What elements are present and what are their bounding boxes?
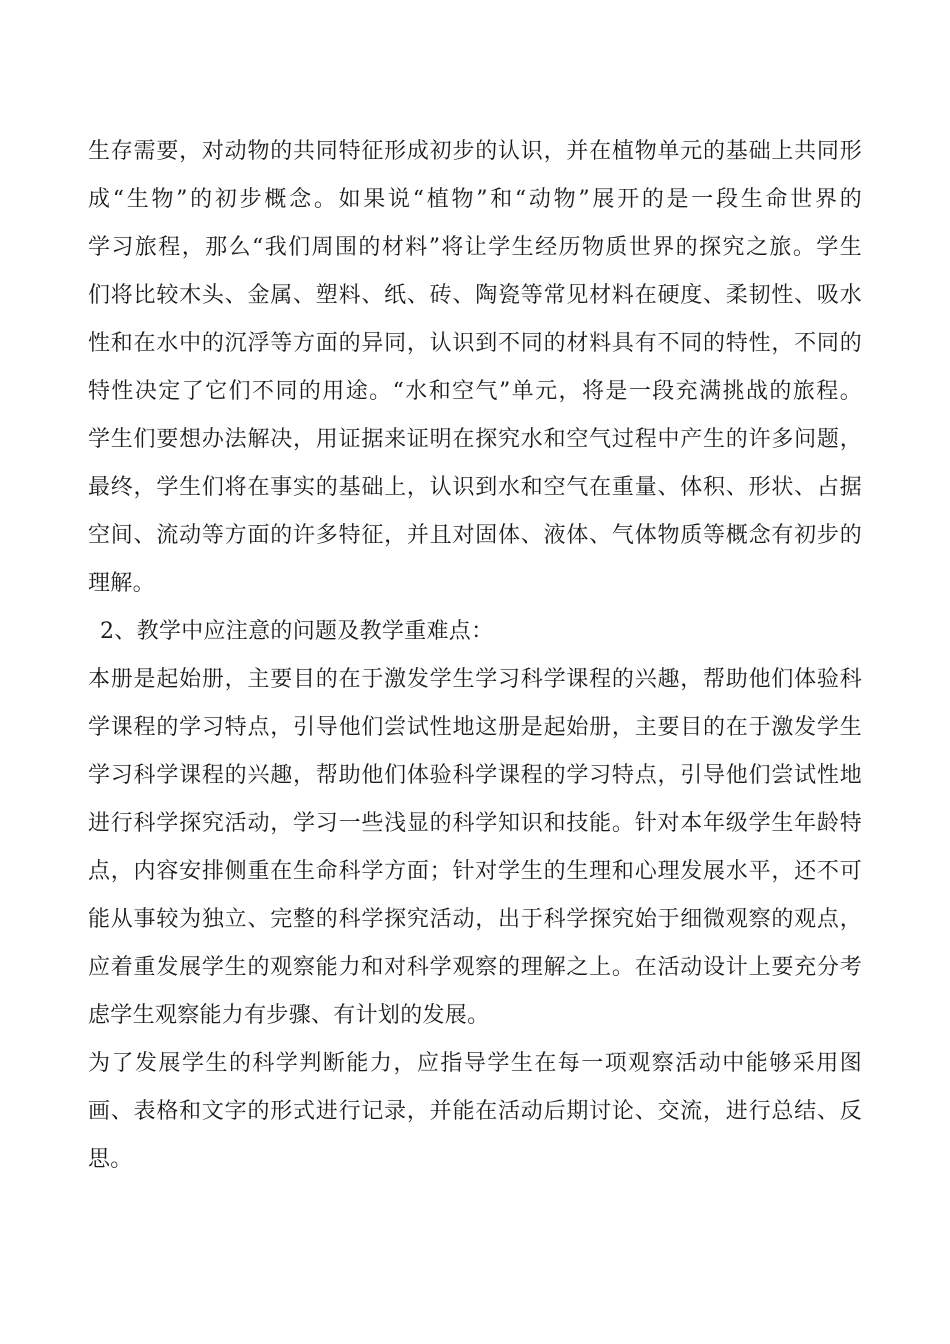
paragraph-line: 思。	[88, 1147, 133, 1172]
paragraph-line: 特性决定了它们不同的用途。“水和空气”单元，将是一段充满挑战的旅程。	[88, 379, 862, 404]
paragraph-line: 进行科学探究活动，学习一些浅显的科学知识和技能。针对本年级学生年龄特	[88, 811, 862, 836]
paragraph-line: 虑学生观察能力有步骤、有计划的发展。	[88, 1003, 490, 1028]
section-heading: 2、教学中应注意的问题及教学重难点：	[100, 619, 494, 644]
paragraph-line: 成“生物”的初步概念。如果说“植物”和“动物”展开的是一段生命世界的	[88, 187, 862, 212]
paragraph-line: 们将比较木头、金属、塑料、纸、砖、陶瓷等常见材料在硬度、柔韧性、吸水	[88, 283, 862, 308]
paragraph-line: 生存需要，对动物的共同特征形成初步的认识，并在植物单元的基础上共同形	[88, 139, 862, 164]
paragraph-line: 点，内容安排侧重在生命科学方面；针对学生的生理和心理发展水平，还不可	[88, 859, 862, 884]
paragraph-line: 应着重发展学生的观察能力和对科学观察的理解之上。在活动设计上要充分考	[88, 955, 862, 980]
paragraph-line: 学生们要想办法解决，用证据来证明在探究水和空气过程中产生的许多问题，	[88, 427, 862, 452]
paragraph-line: 能从事较为独立、完整的科学探究活动，出于科学探究始于细微观察的观点，	[88, 907, 862, 932]
paragraph-line: 学课程的学习特点，引导他们尝试性地这册是起始册，主要目的在于激发学生	[88, 715, 862, 740]
paragraph-line: 学习科学课程的兴趣，帮助他们体验科学课程的学习特点，引导他们尝试性地	[88, 763, 862, 788]
paragraph-line: 本册是起始册，主要目的在于激发学生学习科学课程的兴趣，帮助他们体验科	[88, 667, 862, 692]
paragraph-line: 性和在水中的沉浮等方面的异同，认识到不同的材料具有不同的特性，不同的	[88, 331, 862, 356]
paragraph-line: 为了发展学生的科学判断能力，应指导学生在每一项观察活动中能够采用图	[88, 1051, 862, 1076]
paragraph-line: 理解。	[88, 571, 155, 596]
paragraph-line: 空间、流动等方面的许多特征，并且对固体、液体、气体物质等概念有初步的	[88, 523, 862, 548]
paragraph-line: 画、表格和文字的形式进行记录，并能在活动后期讨论、交流，进行总结、反	[88, 1099, 862, 1124]
paragraph-line: 最终，学生们将在事实的基础上，认识到水和空气在重量、体积、形状、占据	[88, 475, 862, 500]
paragraph-line: 学习旅程，那么“我们周围的材料”将让学生经历物质世界的探究之旅。学生	[88, 235, 862, 260]
